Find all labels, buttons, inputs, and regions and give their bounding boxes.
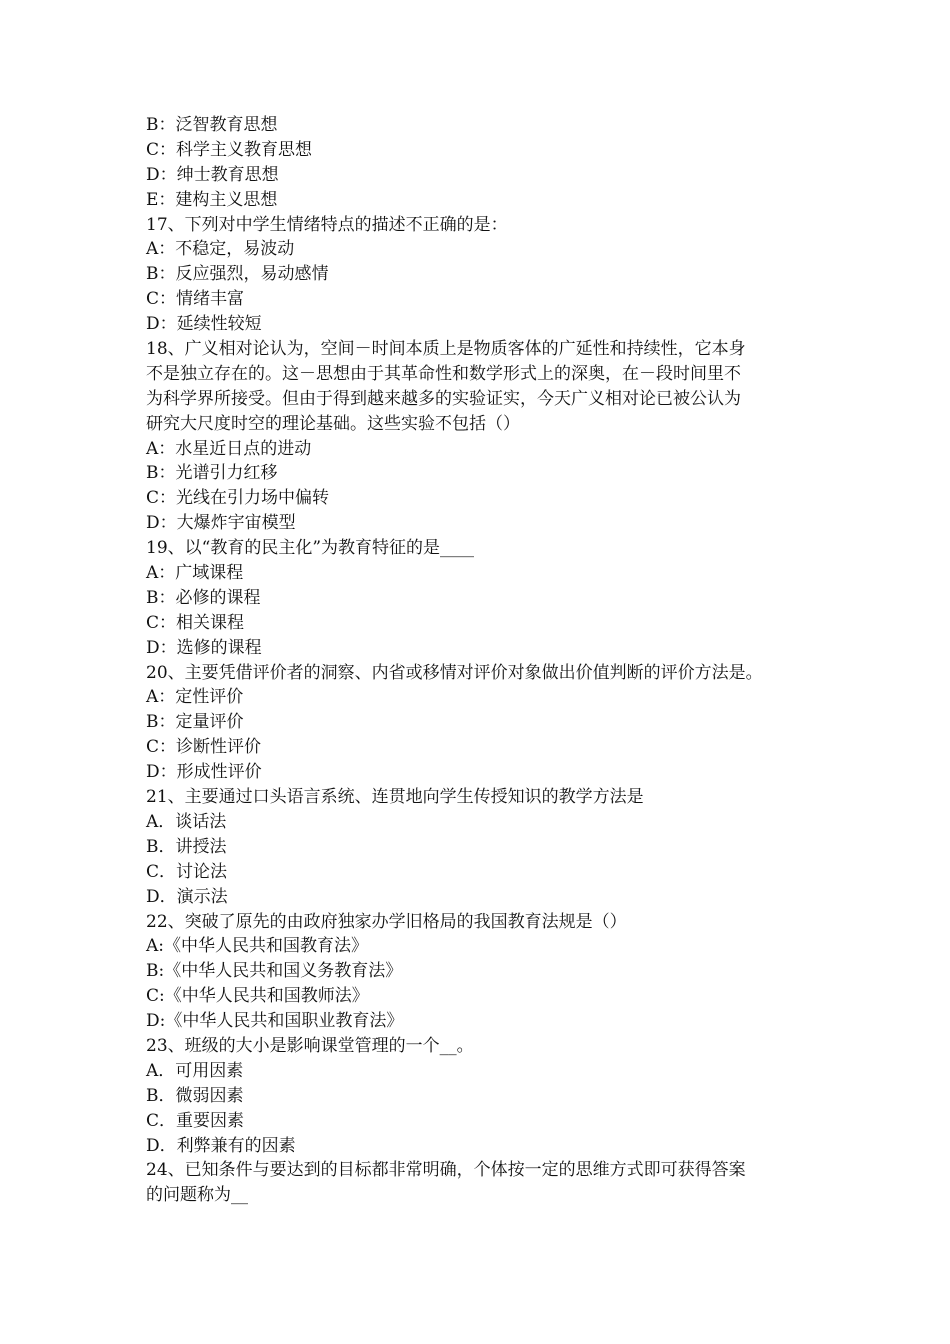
option-21b: B．讲授法 <box>146 836 227 857</box>
question-18-line-2: 不是独立存在的。这－思想由于其革命性和数学形式上的深奥，在－段时间里不 <box>146 363 741 384</box>
option-16d: D：绅士教育思想 <box>146 164 279 185</box>
question-22: 22、突破了原先的由政府独家办学旧格局的我国教育法规是（） <box>146 911 627 932</box>
option-17c: C：情绪丰富 <box>146 289 245 310</box>
option-22a: A:《中华人民共和国教育法》 <box>146 936 369 957</box>
question-18-line-1: 18、广义相对论认为，空间－时间本质上是物质客体的广延性和持续性，它本身 <box>146 339 746 360</box>
option-18b: B：光谱引力红移 <box>146 463 278 484</box>
option-19b: B：必修的课程 <box>146 587 261 608</box>
option-23b: B．微弱因素 <box>146 1085 244 1106</box>
option-22b: B:《中华人民共和国义务教育法》 <box>146 961 403 982</box>
option-18a: A：水星近日点的进动 <box>146 438 312 459</box>
option-21d: D．演示法 <box>146 886 228 907</box>
option-19c: C：相关课程 <box>146 612 245 633</box>
option-20a: A：定性评价 <box>146 687 244 708</box>
option-21c: C．讨论法 <box>146 861 228 882</box>
option-23a: A．可用因素 <box>146 1060 244 1081</box>
question-18-line-3: 为科学界所接受。但由于得到越来越多的实验证实，今天广义相对论已被公认为 <box>146 388 741 409</box>
option-16c: C：科学主义教育思想 <box>146 139 313 160</box>
option-20c: C：诊断性评价 <box>146 737 262 758</box>
option-22c: C:《中华人民共和国教师法》 <box>146 986 369 1007</box>
option-20b: B：定量评价 <box>146 712 244 733</box>
document-body <box>146 113 816 1208</box>
question-21: 21、主要通过口头语言系统、连贯地向学生传授知识的教学方法是 <box>146 787 644 808</box>
question-18-line-4: 研究大尺度时空的理论基础。这些实验不包括（） <box>146 413 520 434</box>
option-19d: D：选修的课程 <box>146 637 262 658</box>
option-18d: D：大爆炸宇宙模型 <box>146 513 296 534</box>
option-17d: D：延续性较短 <box>146 314 262 335</box>
option-16e: E：建构主义思想 <box>146 189 278 210</box>
option-23c: C．重要因素 <box>146 1110 245 1131</box>
option-18c: C：光线在引力场中偏转 <box>146 488 330 509</box>
option-21a: A．谈话法 <box>146 811 227 832</box>
option-22d: D:《中华人民共和国职业教育法》 <box>146 1011 404 1032</box>
question-24-line-1: 24、已知条件与要达到的目标都非常明确，个体按一定的思维方式即可获得答案 <box>146 1160 746 1181</box>
question-24-line-2: 的问题称为__ <box>146 1185 248 1206</box>
question-19: 19、以“教育的民主化”为教育特征的是____ <box>146 538 475 559</box>
option-23d: D．利弊兼有的因素 <box>146 1135 296 1156</box>
question-20: 20、主要凭借评价者的洞察、内省或移情对评价对象做出价值判断的评价方法是。 <box>146 662 763 683</box>
option-17a: A：不稳定，易波动 <box>146 239 295 260</box>
question-17: 17、下列对中学生情绪特点的描述不正确的是： <box>146 214 508 235</box>
option-16b: B：泛智教育思想 <box>146 115 278 135</box>
question-23: 23、班级的大小是影响课堂管理的一个__。 <box>146 1035 474 1056</box>
option-20d: D：形成性评价 <box>146 762 262 783</box>
option-17b: B：反应强烈，易动感情 <box>146 264 329 285</box>
option-19a: A：广域课程 <box>146 563 244 584</box>
